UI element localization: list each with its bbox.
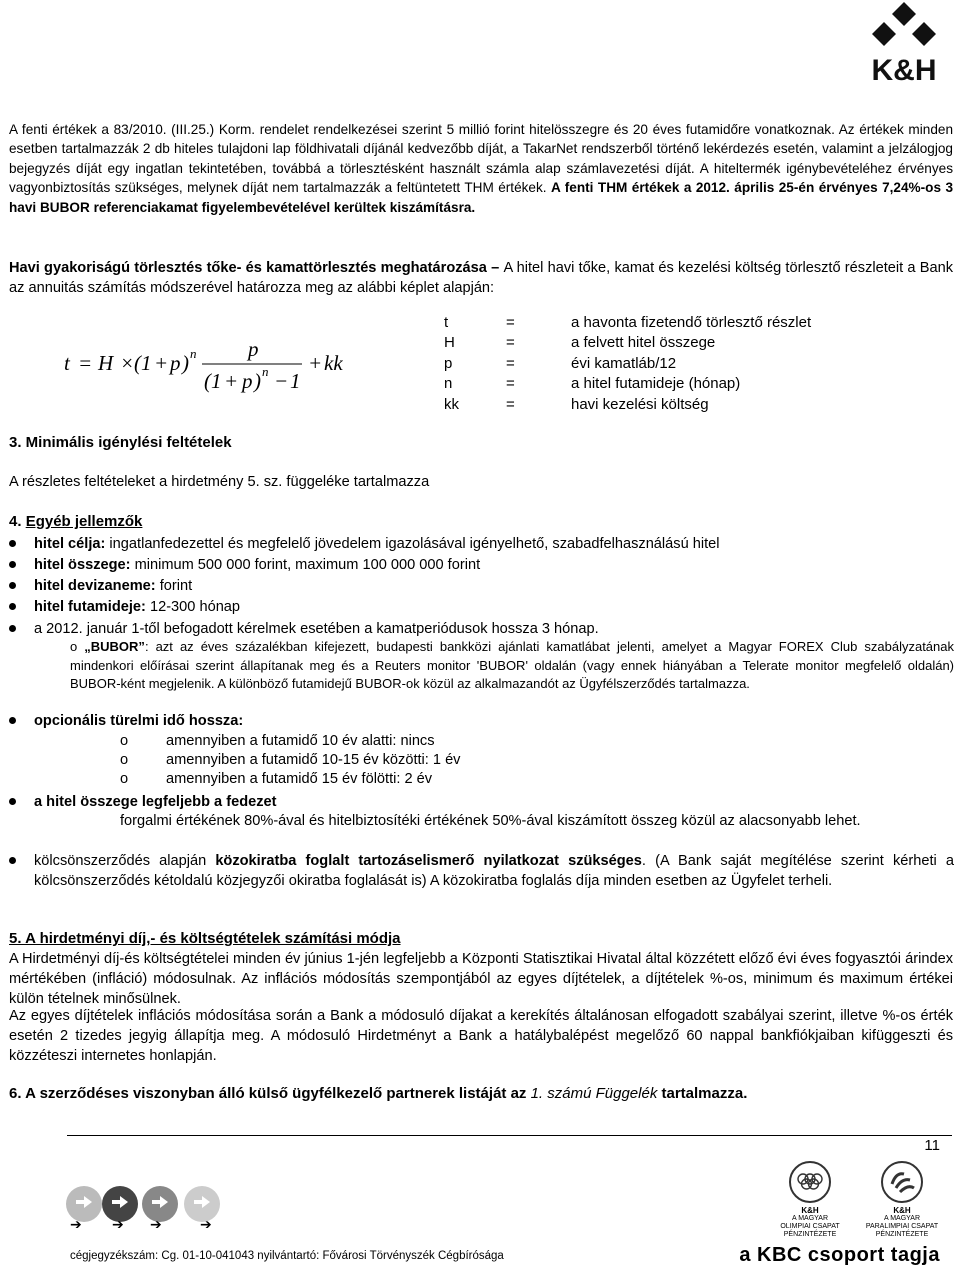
company-registry: cégjegyzékszám: Cg. 01-10-041043 nyilvántartó: Fővárosi Törvényszék Cégbírósága (70, 1250, 504, 1262)
variable-symbol: p (444, 354, 453, 372)
svg-text:=: = (78, 351, 93, 375)
svg-text:p: p (242, 369, 253, 393)
section5-title (9, 930, 401, 947)
kbc-group-tagline: a KBC csoport tagja (739, 1244, 940, 1266)
sub-bullet-marker: o (120, 733, 129, 749)
section4-title-text: Egyéb jellemzők (25, 513, 143, 530)
bullet-icon (9, 857, 17, 865)
kh-logo-text: K&H (871, 54, 937, 84)
repayment-dash: – (486, 260, 504, 276)
bubor-definition (70, 638, 954, 694)
bullet-interest-period: a 2012. január 1-től befogadott kérelmek esetében a kamatperiódusok hossza 3 hónap. (34, 621, 599, 637)
repayment-text: A hitel havi tőke, kamat és kezelési költség törlesztő részleteit a Bank az annuitás számítás módszerével határozza meg az alábbi képlet alapján: (9, 260, 954, 296)
grace-period-option: amennyiben a futamidő 10 év alatti: nincs (166, 733, 435, 749)
svg-text:+: + (308, 351, 323, 375)
bullet-icon (9, 561, 17, 569)
bullet-collateral: a hitel összege legfeljebb a fedezet (34, 794, 277, 810)
notarial-text-bold: közokiratba foglalt tartozáselismerő nyilatkozat szükséges (215, 853, 642, 869)
arrow-icon: ➔ (200, 1216, 212, 1232)
bullet-grace-period: opcionális türelmi idő hossza: (34, 713, 244, 729)
variable-equals: = (506, 354, 515, 372)
intro-text-bold: A fenti THM értékek a 2012. április 25-én érvényes 7,24%-os 3 havi BUBOR referenciakamat figyelembevételével kerültek kiszámításra. (9, 180, 954, 215)
section4-title (9, 513, 142, 530)
svg-text:+: + (224, 369, 239, 393)
section5-paragraph-1: A Hirdetményi díj-és költségtételei minden év június 1-jén legfeljebb a Központi Statisztikai Hivatal által közzétett előző évi éves fogyasztói árindex mértékében (infláció) módosulnak. Az inflációs módosítás szempontjából az egyes díjtételek, a díjtételek %-os, minimum és maximum értékei külön tételnek minősülnek. (9, 951, 953, 1007)
arrow-icon: ➔ (70, 1216, 82, 1232)
sub-bullet-marker: o (120, 771, 129, 787)
intro-paragraph (9, 120, 953, 217)
variable-row (444, 314, 811, 334)
page-number: 11 (924, 1137, 940, 1154)
svg-text:n: n (190, 346, 197, 361)
loan-purpose-text: ingatlanfedezettel és megfelelő jövedelem igazolásával igényelhető, szabadfelhasználású hitel (105, 536, 720, 552)
bullet-notarial-deed (34, 851, 954, 891)
kh-logo (854, 0, 954, 84)
badge1-line: A MAGYAR (791, 1215, 829, 1222)
section3-title: 3. Minimális igénylési feltételek (9, 434, 232, 451)
intro-text-b: Az értékek minden esetben tartalmazzák 2 db hiteles tulajdoni lap földhivatali díjánál kedvezőbb díját, a TakarNet rendszerből történő lekérdezés esetén, valamint a jelzálogjog bejegyzés díját egy ingatlan tekintetében, továbbá a törlesztésként használt számla alap számlavezetési díját. (9, 122, 953, 176)
bullet-loan-amount (34, 555, 954, 575)
loan-term-text: 12-300 hónap (145, 599, 241, 615)
section3-text: A részletes feltételeket a hirdetmény 5. sz. függeléke tartalmazza (9, 474, 430, 490)
section6-title-a: 6. A szerződéses viszonyban álló külső ügyfélkezelő partnerek listáját az (9, 1085, 531, 1102)
svg-text:t: t (64, 351, 70, 375)
bubor-text: : azt az éves százalékban kifejezett, budapesti bankközi ajánlati kamatlábat jelenti, amelyet a Magyar FOREX Club szabályzatának mindenkori előírásai szerint állapítanak meg és a Reuters monitor 'BUBOR' oldalán (vagy ennek hiányában a Telerate monitor megfelelő oldalán) BUBOR-ként megjelenik. A különböző futamidejű BUBOR-ok közül az alkalmazandót az Ügyfélszerződés tartalmazza. (70, 639, 954, 692)
variable-description: a felvett hitel összege (571, 334, 716, 352)
notarial-text-c: . (A Bank saját megítélése szerint kérheti a kölcsönszerződés kétoldalú közjegyzői okiratba foglalását is) A közokiratba foglalás díja minden esetben az Ügyfelet terheli. (34, 853, 955, 889)
loan-purpose-label: hitel célja: (34, 536, 106, 552)
svg-text:p: p (170, 351, 181, 375)
variable-equals: = (506, 375, 515, 393)
notarial-text-a: kölcsönszerződés alapján (34, 853, 216, 869)
repayment-title: Havi gyakoriságú törlesztés tőke- és kamattörlesztés meghatározása (9, 260, 487, 276)
variable-equals: = (506, 395, 515, 413)
bullet-icon (9, 582, 17, 590)
variable-row (444, 375, 811, 395)
badge1-line: OLIMPIAI CSAPAT (780, 1223, 840, 1230)
repayment-paragraph (9, 258, 953, 298)
grace-period-option: amennyiben a futamidő 10-15 év közötti: 1 év (166, 752, 461, 768)
svg-text:kk: kk (324, 351, 343, 375)
section5-paragraph-2: Az egyes díjtételek inflációs módosítása során a Bank a módosuló díjakat a kerekítés általánosan elfogadott szabályai szerint, illetve %-os érték esetén 2 tizedes jegyig állapítja meg. A módosuló Hirdetményt a Bank a hatálybalépést megelőző 60 nappal bankfiókjaiban kifüggeszti és közzéteszi internetes honlapján. (9, 1008, 953, 1064)
intro-text-a: A fenti értékek a 83/2010. (III.25.) Korm. rendelet rendelkezései szerint 5 millió forint hitelösszegre és 20 éves futamidőre vonatkoznak. (9, 122, 835, 137)
variable-row (444, 355, 811, 375)
variable-description: a havonta fizetendő törlesztő részlet (571, 314, 812, 331)
collateral-text: forgalmi értékének 80%-ával és hitelbiztosítéki értékének 50%-ával kiszámított összeg közül az alacsonyabb lehet. (120, 813, 861, 829)
loan-currency-text: forint (155, 578, 193, 594)
variable-equals: = (506, 334, 515, 352)
bullet-loan-purpose (34, 534, 954, 554)
variable-description: évi kamatláb/12 (571, 354, 677, 372)
loan-term-label: hitel futamideje: (34, 599, 146, 615)
badge2-brand: K&H (893, 1206, 911, 1215)
bullet-icon (9, 625, 17, 633)
loan-amount-text: minimum 500 000 forint, maximum 100 000 000 forint (130, 557, 481, 573)
badge1-line: PÉNZINTÉZETE (783, 1231, 837, 1238)
footer-divider (67, 1135, 952, 1136)
variable-symbol: H (444, 334, 455, 352)
section6-title (9, 1085, 747, 1102)
svg-text:H: H (98, 351, 114, 375)
variable-symbol: t (444, 314, 449, 331)
svg-text:×: × (120, 351, 135, 375)
svg-text:−: − (274, 369, 289, 393)
section6-title-c: tartalmazza. (657, 1085, 748, 1102)
bubor-label: „BUBOR” (84, 639, 145, 654)
bullet-icon (9, 603, 17, 611)
bullet-icon (9, 717, 17, 725)
svg-text:(1: (1 (204, 369, 222, 393)
arrow-icon: ➔ (112, 1216, 124, 1232)
variable-symbol: n (444, 375, 453, 393)
svg-text:+: + (154, 351, 169, 375)
badge2-line: PARALIMPIAI CSAPAT (865, 1223, 939, 1230)
variable-row (444, 396, 811, 416)
bullet-loan-term (34, 597, 954, 617)
variable-description: havi kezelési költség (571, 395, 709, 413)
paralympic-badge (860, 1160, 944, 1239)
variable-equals: = (506, 314, 515, 331)
bubor-marker: o (70, 639, 85, 654)
badge2-line: A MAGYAR (883, 1215, 921, 1222)
svg-text:1: 1 (290, 369, 301, 393)
bullet-loan-currency (34, 576, 954, 596)
svg-text:): ) (254, 369, 261, 393)
variable-description: a hitel futamideje (hónap) (571, 375, 741, 393)
svg-text:(1: (1 (134, 351, 152, 375)
arrow-icon: ➔ (150, 1216, 162, 1232)
paralympic-icon (880, 1160, 924, 1204)
svg-text:): ) (182, 351, 189, 375)
annuity-formula (62, 336, 362, 412)
intro-text-c: A hiteltermék igénybevételéhez érvényes vagyonbiztosítás szükséges, melynek díját nem tartalmazzák a feltüntetett THM értékek. (9, 160, 953, 196)
svg-text:n: n (262, 364, 269, 379)
formula-variables-table (444, 314, 811, 416)
variable-row (444, 334, 811, 354)
sub-bullet-marker: o (120, 752, 129, 768)
grace-period-option: amennyiben a futamidő 15 év fölötti: 2 év (166, 771, 433, 787)
section5-title-text: 5. A hirdetményi díj,- és költségtételek számítási módja (9, 930, 401, 947)
loan-amount-label: hitel összege: (34, 557, 131, 573)
bullet-icon (9, 540, 17, 548)
variable-symbol: kk (444, 395, 459, 413)
badge2-line: PÉNZINTÉZETE (875, 1231, 929, 1238)
badge1-brand: K&H (801, 1206, 819, 1215)
section6-appendix-link: 1. számú Függelék (530, 1085, 658, 1102)
olympic-badge (770, 1160, 850, 1239)
bullet-icon (9, 798, 17, 806)
olympic-rings-icon (788, 1160, 832, 1204)
loan-currency-label: hitel devizaneme: (34, 578, 156, 594)
section4-number: 4. (9, 513, 26, 530)
svg-text:p: p (248, 337, 259, 361)
